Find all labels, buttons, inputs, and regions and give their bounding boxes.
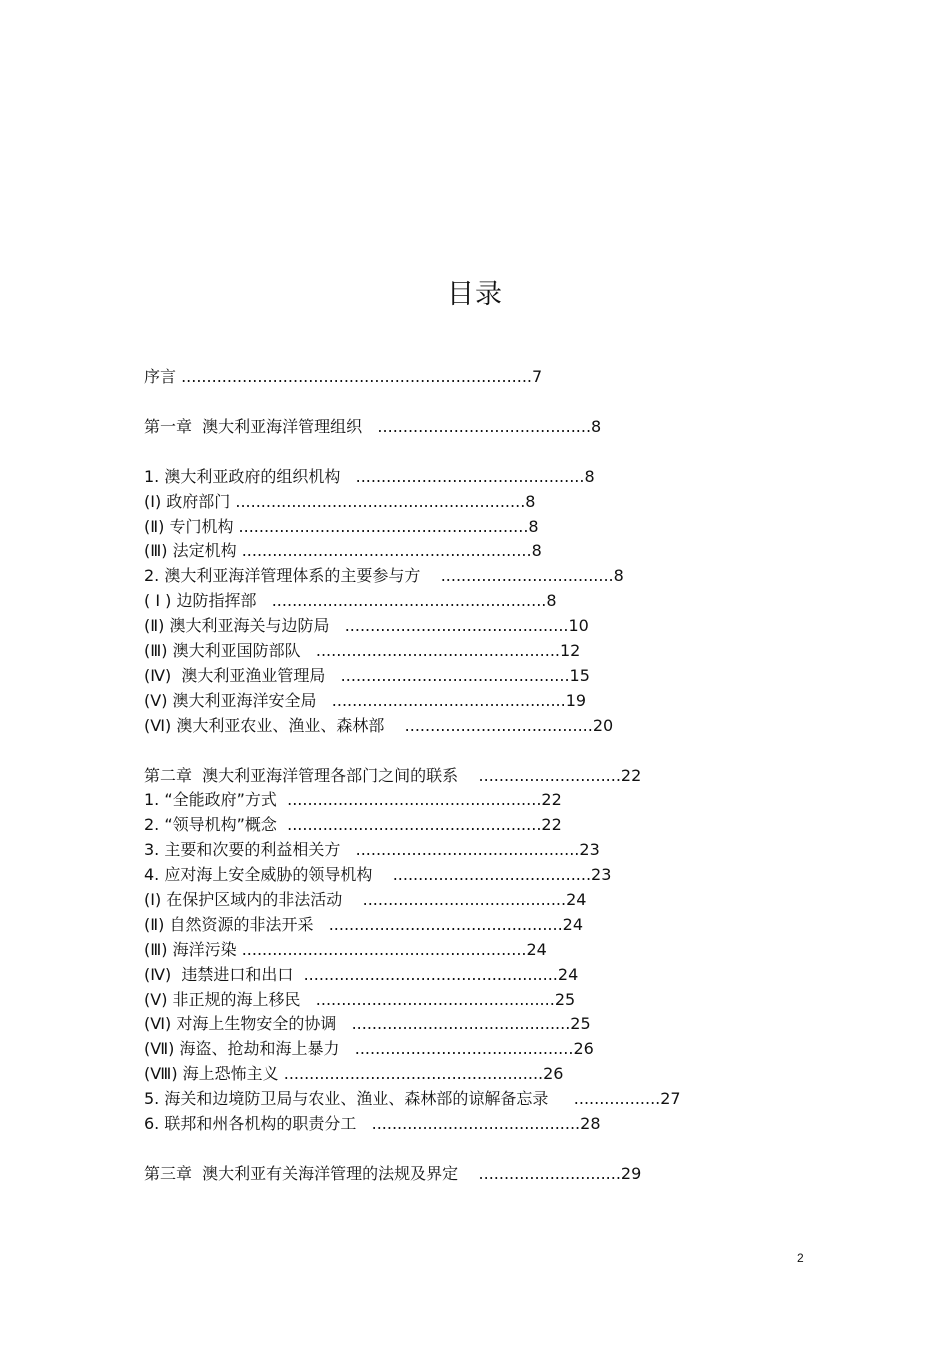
toc-entry: ( Ⅰ ) 边防指挥部 ......................................................8	[144, 591, 557, 611]
toc-entry-chapter-2: 第二章 澳大利亚海洋管理各部门之间的联系 ............................22	[144, 765, 642, 785]
toc-entry: 2. 澳大利亚海洋管理体系的主要参与方 ..................................8	[144, 566, 624, 586]
toc-entry: 6. 联邦和州各机构的职责分工 .........................................28	[144, 1114, 601, 1134]
toc-entry: (Ⅵ) 澳大利亚农业、渔业、森林部 .....................................20	[144, 715, 614, 735]
toc-entry: (Ⅲ) 法定机构 .........................................................8	[144, 541, 542, 561]
page-number: 2	[797, 1251, 804, 1265]
toc-entry-chapter-3: 第三章 澳大利亚有关海洋管理的法规及界定 ............................29	[144, 1163, 642, 1183]
toc-entry: (Ⅱ) 专门机构 .........................................................8	[144, 516, 539, 536]
table-of-contents	[144, 365, 844, 1187]
toc-entry: (Ⅱ) 澳大利亚海关与边防局 ............................................10	[144, 616, 589, 636]
toc-entry: 3. 主要和次要的利益相关方 ............................................23	[144, 840, 600, 860]
page-title: 目录	[447, 279, 503, 310]
toc-entry: 5. 海关和边境防卫局与农业、渔业、森林部的谅解备忘录 .................27	[144, 1089, 681, 1109]
toc-entry: (Ⅳ) 违禁进口和出口 ..................................................24	[144, 964, 579, 984]
toc-entry: (Ⅷ) 海上恐怖主义 ...................................................26	[144, 1064, 564, 1084]
toc-entry: (Ⅰ) 政府部门 .........................................................8	[144, 491, 536, 511]
toc-entry: (Ⅰ) 在保护区域内的非法活动 ........................................24	[144, 890, 587, 910]
toc-entry: (Ⅳ) 澳大利亚渔业管理局 .............................................15	[144, 665, 590, 685]
toc-entry: (Ⅱ) 自然资源的非法开采 ..............................................24	[144, 914, 584, 934]
toc-entry: (Ⅴ) 澳大利亚海洋安全局 ..............................................19	[144, 690, 587, 710]
toc-entry-preface: 序言 .....................................................................7	[144, 367, 543, 386]
toc-entry: 1. 澳大利亚政府的组织机构 .............................................8	[144, 466, 595, 486]
toc-entry: (Ⅴ) 非正规的海上移民 ...............................................25	[144, 989, 576, 1009]
toc-entry-chapter-1: 第一章 澳大利亚海洋管理组织 ..........................................8	[144, 416, 602, 436]
toc-entry: (Ⅲ) 海洋污染 ........................................................24	[144, 939, 547, 959]
toc-entry: 4. 应对海上安全威胁的领导机构 .......................................23	[144, 865, 612, 885]
toc-entry: 2. “领导机构”概念 ..................................................22	[144, 815, 562, 835]
toc-entry: 1. “全能政府”方式 ..................................................22	[144, 790, 562, 810]
toc-entry: (Ⅶ) 海盗、抢劫和海上暴力 ...........................................26	[144, 1039, 594, 1059]
toc-entry: (Ⅵ) 对海上生物安全的协调 ...........................................25	[144, 1014, 591, 1034]
toc-entry: (Ⅲ) 澳大利亚国防部队 ................................................12	[144, 641, 581, 661]
